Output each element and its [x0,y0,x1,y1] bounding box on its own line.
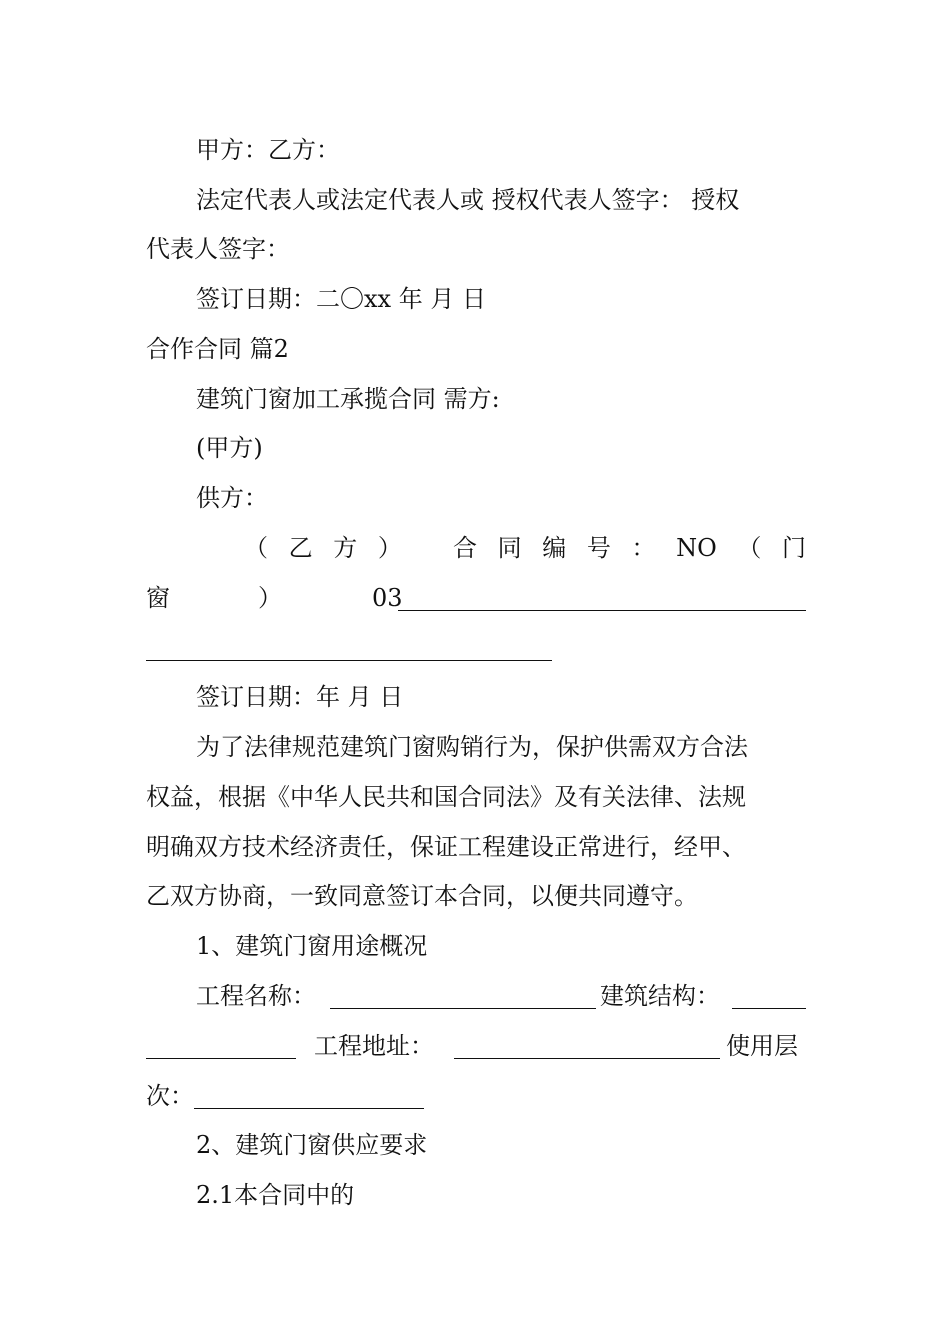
intro-line-2: 权益，根据《中华人民共和国合同法》及有关法律、法规 [146,783,746,811]
row-char: 门 [782,534,806,562]
usage-level-blank [194,1080,424,1109]
row-char: 编 [542,534,567,562]
contract-number-prefix: 窗 [146,584,170,612]
row-char: 同 [497,534,522,562]
row-char: NO [676,534,717,562]
row-char: 合 [453,534,478,562]
supplier-label: 供方： [196,484,268,512]
usage-level-row [146,1076,806,1116]
project-address-blank [454,1030,720,1059]
project-address-row [146,1026,806,1066]
row-char: 方 [333,534,358,562]
sign-date-line-2: 签订日期：年 月 日 [196,683,404,711]
section-title: 合作合同 篇2 [146,335,289,363]
row-char: （ [244,534,268,562]
intro-line-1: 为了法律规范建筑门窗购销行为，保护供需双方合法 [196,733,748,761]
clause-1-title: 1、建筑门窗用途概况 [196,932,428,960]
intro-line-4: 乙双方协商，一致同意签订本合同，以便共同遵守。 [146,882,698,910]
clause-2-title: 2、建筑门窗供应要求 [196,1131,428,1159]
contract-number-blank-2 [146,632,552,661]
contract-number-paren: ） [258,584,282,612]
usage-level-label: 使用层 [726,1032,798,1060]
contract-number-row [146,578,806,618]
signature-representative-line-2: 代表人签字： [146,235,290,263]
usage-level-label-2: 次： [146,1082,194,1110]
contract-title: 建筑门窗加工承揽合同 需方: [196,385,500,413]
party-a-label: (甲方) [196,434,263,462]
contract-number-blank [398,582,806,611]
contract-number-value: 03 [372,584,403,612]
project-name-label: 工程名称： [196,982,316,1010]
row-char: 号 [586,534,611,562]
structure-label: 建筑结构： [600,982,720,1010]
party-b-contract-number-row [244,528,806,568]
structure-blank [732,980,806,1009]
project-address-label: 工程地址： [314,1032,434,1060]
sign-date-line: 签订日期：二〇xx 年 月 日 [196,285,486,313]
signature-representative-line-1: 法定代表人或法定代表人或 授权代表人签字： 授权 [196,186,740,214]
row-char: ： [631,534,656,562]
structure-blank-2 [146,1030,296,1059]
row-char: 乙 [288,534,313,562]
intro-line-3: 明确双方技术经济责任，保证工程建设正常进行，经甲、 [146,833,746,861]
project-name-blank [330,980,596,1009]
project-name-row [146,976,806,1016]
row-char: ） [377,534,402,562]
clause-2-1: 2.1本合同中的 [196,1181,355,1209]
contract-number-continuation [146,628,806,668]
signature-parties: 甲方：乙方： [196,136,340,164]
row-char: （ [737,534,762,562]
